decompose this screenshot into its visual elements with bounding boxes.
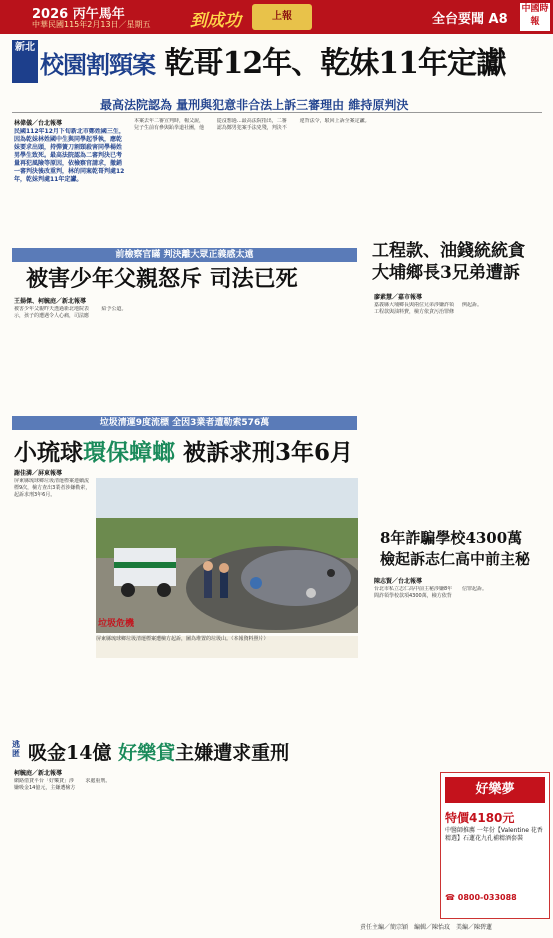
story4-headline-prefix: 小琉球 [14,439,83,466]
story5-headline-line2: 檢起訴志仁高中前主秘 [380,550,531,568]
photo-illustration [96,478,358,633]
story1-byline: 林偉儀／台北報導 [14,120,63,127]
story4-headline [14,434,353,467]
ad-price: 特價4180元 [445,811,515,825]
story1-lead: 民國112年12月下旬新北市鄭姓國三生，因為乾妹林姓國中生與同學起爭執，應乾妹要求出頭，持弾簧刀割頸殺害同學楊姓男學生致死。最高法院認為二審判決已考量再犯風險等原因，依檢察官請求，撤銷一審判決後改重判，林的同案乾哥判處12年，乾妹判處11年定讞。 [14,128,125,183]
main-headline [40,38,505,82]
story6-headline-prefix: 吸金14億 [28,742,119,764]
page-credits: 責任主編／簡宗穎 編輯／陳怡玟 美編／陳碧蓮 [360,924,493,931]
main-headline-text: 乾哥12年、乾妹11年定讞 [164,46,505,81]
story5-headline [380,528,530,570]
main-subhead: 最高法院認為 量刑與犯意非合法上訴三審理由 維持原判決 [100,98,409,112]
ad-phone[interactable]: ☎ 0800-033088 [445,893,517,902]
story2-kicker: 前檢察官瞞 判決離大眾正義感太遠 [12,248,357,262]
ad-title: 好樂夢 [445,777,545,803]
story6-byline: 柯毓庭／新北報導 [14,770,63,777]
story5-byline: 陳志賢／台北報導 [374,578,423,585]
story6-headline-colored: 好樂貸 [118,742,176,764]
story2-byline: 王揚傑、柯毓庭／新北報導 [14,298,87,305]
story2-body: 被害少年父親昨天透過新北地院表示，孩子的遭遇令人心痛，司法應給予公道。 [14,306,127,320]
story3-byline: 廖素慧／嘉市報導 [374,294,423,301]
advertisement[interactable] [440,772,550,919]
story5-headline-line1: 8年詐騙學校4300萬 [380,529,523,547]
photo-label: 垃圾危機 [98,619,135,629]
story4-byline: 謝佳潾／屏東報導 [14,470,63,477]
main-headline-kicker: 校園割頸案 [40,50,155,79]
story1-body: 本案去年二審宣判時，楊父說，兒子生前有參與跆拳道社團，他從沒想過…最高法院指出，二審認為鄭男犯案手法兇殘，判決不違背法令，駁回上訴全案定讞。 [134,118,370,132]
story6-body: 網路借貸平台「好樂貸」涉嫌吸金14億元，主嫌遭檢方求處重刑。 [14,778,111,792]
story3-body: 嘉義縣大埔鄉長與兩位兄弟涉嫌詐領工程款與油料費，檢方依貪污治罪條例起訴。 [374,302,483,316]
ad-detail: 中醫師推薦 一年份【Valentine 花香精選】石蓮花九孔補精酒套裝 [445,827,543,842]
story4-kicker: 垃圾清運9度流標 全因3業者遭勒索576萬 [12,416,357,430]
story3-headline-line1: 工程款、油錢統統貪 [372,241,525,261]
story6-tag: 逃匿 [12,740,20,758]
story6-headline-suffix: 主嫌遭求重刑 [175,742,290,764]
header-date: 中華民國115年2月13日／星期五 [32,20,151,29]
story5-body: 台北市私立志仁高中前主秘涉嫌8年間詐領學校款項4300萬，檢方依背信罪起訴。 [374,586,488,600]
header-slogan: 到成功 [190,11,241,31]
header-year: 2026 丙午馬年 [32,7,125,22]
story3-headline-line2: 大埔鄉長3兄弟遭訴 [372,263,520,283]
story3-headline [372,240,525,284]
story2-headline: 被害少年父親怒斥 司法已死 [26,266,298,292]
story4-body: 屏東縣琉球鄉垃圾清運標案連續流標9次，檢方查出3業者涉嫌勒索，起訴求刑3年6月。 [14,478,91,499]
garbage-photo [96,478,358,633]
story6-headline [28,738,289,765]
newspaper-logo: 中國時報 [520,3,550,31]
story4-headline-colored: 環保蟑螂 [83,439,175,466]
header-banner: 上報 [252,4,312,30]
photo-caption: 屏東縣琉球鄉垃圾清運標案遭檢方起訴，圖為堆置的垃圾山。（本報資料照片） [96,636,358,658]
story4-headline-suffix: 被訴求刑3年6月 [175,439,354,466]
main-headline-prefix: 新北 [12,40,38,83]
divider [12,112,542,113]
header-section: 全台要聞 A8 [432,12,508,27]
story4-body-cont [96,662,358,728]
